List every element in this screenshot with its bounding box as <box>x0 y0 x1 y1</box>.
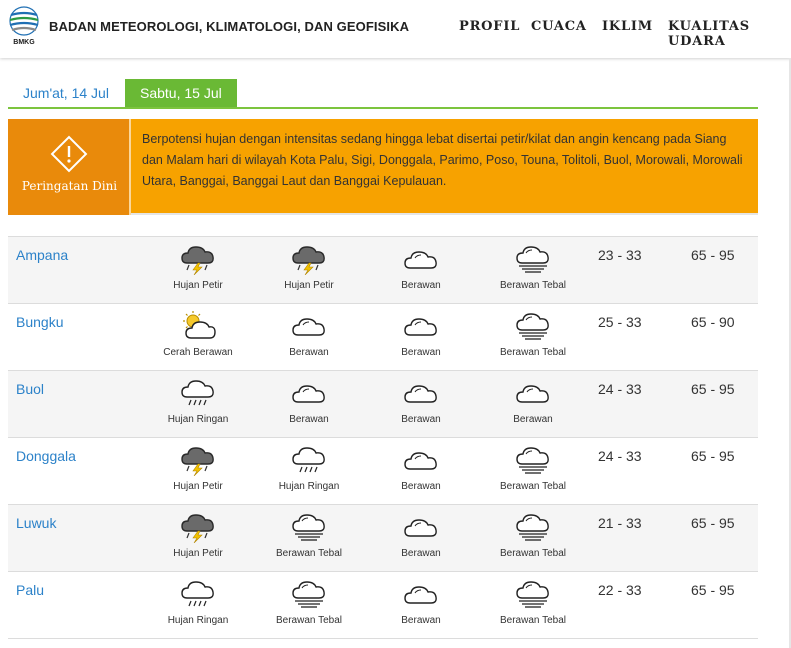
weather-label: Berawan <box>289 347 329 358</box>
weather-cell <box>254 243 364 291</box>
forecast-table <box>8 236 758 639</box>
cloud-icon <box>514 377 552 409</box>
weather-cell <box>366 243 476 291</box>
weather-cell <box>143 511 253 559</box>
weather-label: Berawan <box>401 481 441 492</box>
cloud-icon <box>402 243 440 275</box>
weather-label: Cerah Berawan <box>163 347 233 358</box>
humidity-range: 65 - 95 <box>691 515 735 531</box>
weather-cell <box>366 511 476 559</box>
temperature-range: 22 - 33 <box>598 582 642 598</box>
weather-label: Berawan Tebal <box>500 481 566 492</box>
weather-cell <box>254 444 364 492</box>
cloud-icon <box>402 511 440 543</box>
city-link[interactable]: Buol <box>16 381 45 397</box>
weather-label: Berawan <box>401 280 441 291</box>
temperature-range: 23 - 33 <box>598 247 642 263</box>
weather-label: Hujan Ringan <box>167 414 229 425</box>
humidity-range: 65 - 95 <box>691 381 735 397</box>
weather-label: Berawan Tebal <box>276 548 342 559</box>
cloud-icon <box>402 578 440 610</box>
thunderstorm-icon <box>179 243 217 275</box>
site-title[interactable]: BADAN METEOROLOGI, KLIMATOLOGI, DAN GEOFISIKA <box>49 19 410 34</box>
cloud-icon <box>290 310 328 342</box>
light-rain-icon <box>179 377 217 409</box>
early-warning-banner <box>8 119 758 215</box>
light-rain-icon <box>290 444 328 476</box>
overcast-icon <box>514 511 552 543</box>
overcast-icon <box>514 243 552 275</box>
weather-label: Berawan <box>289 414 329 425</box>
weather-cell <box>254 511 364 559</box>
logo-text: BMKG <box>13 39 35 46</box>
overcast-icon <box>514 444 552 476</box>
city-link[interactable]: Palu <box>16 582 45 598</box>
nav-cuaca[interactable]: CUACA <box>531 19 587 34</box>
site-header <box>0 0 791 58</box>
forecast-row <box>8 237 758 304</box>
weather-cell <box>366 578 476 626</box>
weather-cell <box>143 243 253 291</box>
tab-jumat[interactable]: Jum'at, 14 Jul <box>23 85 109 101</box>
nav-profil[interactable]: PROFIL <box>459 19 521 34</box>
weather-cell <box>254 377 364 425</box>
weather-label: Berawan Tebal <box>500 347 566 358</box>
weather-label: Hujan Petir <box>284 280 334 291</box>
weather-label: Berawan <box>401 414 441 425</box>
forecast-row <box>8 505 758 572</box>
weather-label: Berawan <box>401 347 441 358</box>
weather-label: Hujan Petir <box>173 280 223 291</box>
weather-cell <box>478 377 588 425</box>
weather-cell <box>478 511 588 559</box>
warning-label: Peringatan Dini <box>21 179 118 193</box>
weather-label: Berawan Tebal <box>500 615 566 626</box>
forecast-row <box>8 572 758 639</box>
weather-cell <box>478 243 588 291</box>
tab-sabtu[interactable]: Sabtu, 15 Jul <box>125 79 237 107</box>
weather-label: Hujan Ringan <box>167 615 229 626</box>
cloud-icon <box>402 377 440 409</box>
thunderstorm-icon <box>290 243 328 275</box>
weather-label: Berawan <box>401 615 441 626</box>
bmkg-logo[interactable] <box>7 5 41 49</box>
overcast-icon <box>290 511 328 543</box>
weather-cell <box>366 377 476 425</box>
forecast-row <box>8 371 758 438</box>
weather-label: Berawan Tebal <box>500 548 566 559</box>
weather-cell <box>478 444 588 492</box>
city-link[interactable]: Luwuk <box>16 515 57 531</box>
thunderstorm-icon <box>179 511 217 543</box>
weather-label: Berawan Tebal <box>276 615 342 626</box>
light-rain-icon <box>179 578 217 610</box>
cloud-icon <box>402 310 440 342</box>
weather-cell <box>478 310 588 358</box>
overcast-icon <box>290 578 328 610</box>
temperature-range: 21 - 33 <box>598 515 642 531</box>
nav-iklim[interactable]: IKLIM <box>602 19 653 34</box>
humidity-range: 65 - 95 <box>691 448 735 464</box>
humidity-range: 65 - 95 <box>691 247 735 263</box>
overcast-icon <box>514 578 552 610</box>
weather-cell <box>254 310 364 358</box>
weather-cell <box>143 444 253 492</box>
weather-label: Berawan Tebal <box>500 280 566 291</box>
cloud-icon <box>290 377 328 409</box>
temperature-range: 24 - 33 <box>598 381 642 397</box>
temperature-range: 24 - 33 <box>598 448 642 464</box>
city-link[interactable]: Bungku <box>16 314 64 330</box>
weather-cell <box>143 377 253 425</box>
forecast-row <box>8 304 758 371</box>
cloud-icon <box>402 444 440 476</box>
humidity-range: 65 - 90 <box>691 314 735 330</box>
weather-label: Berawan <box>401 548 441 559</box>
globe-icon <box>7 5 41 39</box>
weather-label: Berawan <box>513 414 553 425</box>
weather-cell <box>366 444 476 492</box>
forecast-row <box>8 438 758 505</box>
thunderstorm-icon <box>179 444 217 476</box>
weather-cell <box>366 310 476 358</box>
warning-text: Berpotensi hujan dengan intensitas sedang hingga lebat disertai petir/kilat dan angin kencang pada Siang dan Malam hari di wilayah Kota Palu, Sigi, Donggala, Parimo, Poso, Touna, Tolitoli, Buol, Morowali, Morowali Utara, Banggai, Banggai Laut dan Banggai Kepulauan. <box>142 132 743 188</box>
city-link[interactable]: Donggala <box>16 448 76 464</box>
weather-label: Hujan Ringan <box>278 481 340 492</box>
weather-label: Hujan Petir <box>173 548 223 559</box>
warning-badge <box>8 119 131 215</box>
partly-cloudy-icon <box>179 310 217 342</box>
city-link[interactable]: Ampana <box>16 247 69 263</box>
warning-icon <box>50 135 88 173</box>
weather-cell <box>478 578 588 626</box>
overcast-icon <box>514 310 552 342</box>
humidity-range: 65 - 95 <box>691 582 735 598</box>
temperature-range: 25 - 33 <box>598 314 642 330</box>
date-tabs <box>8 79 758 109</box>
weather-cell <box>254 578 364 626</box>
weather-cell <box>143 310 253 358</box>
weather-label: Hujan Petir <box>173 481 223 492</box>
weather-cell <box>143 578 253 626</box>
nav-kualitas-udara[interactable]: KUALITAS UDARA <box>668 19 750 49</box>
